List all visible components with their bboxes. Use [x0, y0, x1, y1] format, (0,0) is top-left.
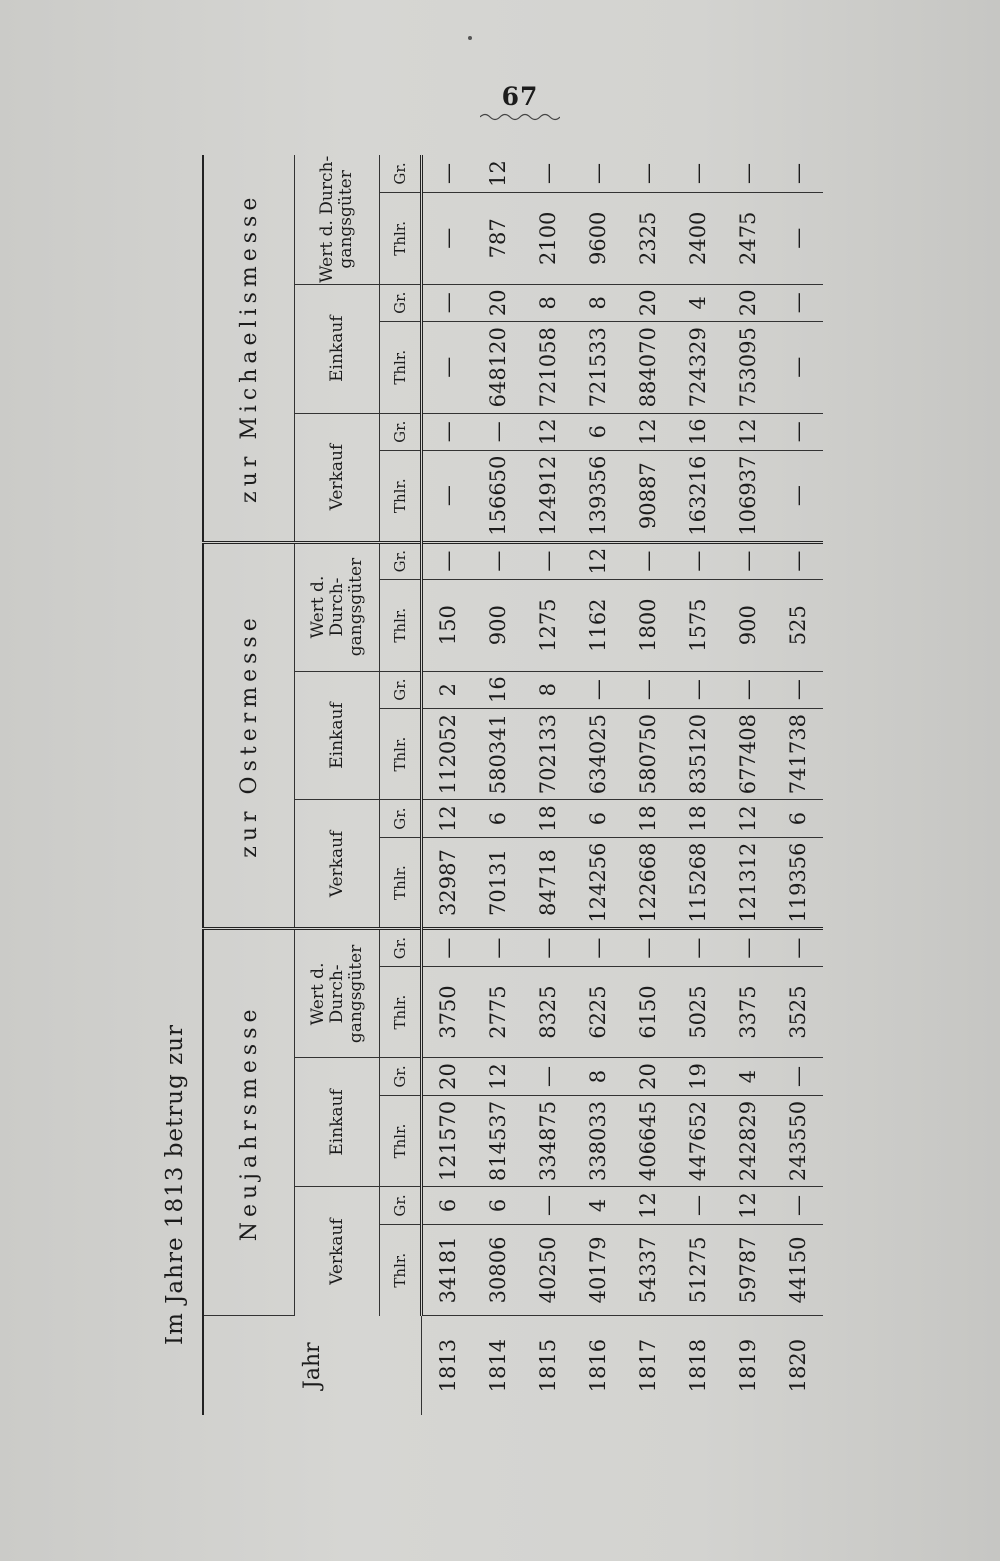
page-number-ornament — [480, 112, 560, 122]
unit-header-thlr: Thlr. — [380, 708, 422, 800]
cell: 900 — [723, 579, 773, 671]
cell: 741738 — [773, 708, 823, 800]
cell: — — [422, 929, 474, 966]
table-body — [422, 155, 824, 1415]
table-row — [422, 155, 474, 1415]
unit-header-thlr: Thlr. — [380, 192, 422, 284]
group-header-einkauf: Einkauf — [295, 284, 380, 413]
group-header-einkauf: Einkauf — [295, 1058, 380, 1187]
cell: 6 — [473, 1187, 523, 1224]
cell: 115268 — [673, 837, 723, 929]
cell: 447652 — [673, 1095, 723, 1187]
cell: 6 — [422, 1187, 474, 1224]
cell: — — [473, 413, 523, 450]
cell: 1800 — [623, 579, 673, 671]
fair-header-michaelis: zur Michaelismesse — [203, 155, 295, 542]
cell: — — [673, 155, 723, 192]
cell: — — [773, 671, 823, 708]
cell: — — [422, 321, 474, 413]
cell: — — [773, 321, 823, 413]
cell: — — [422, 542, 474, 579]
unit-header-gr: Gr. — [380, 1058, 422, 1095]
cell: — — [523, 542, 573, 579]
cell: 677408 — [723, 708, 773, 800]
cell: 721533 — [573, 321, 623, 413]
cell: 3375 — [723, 966, 773, 1058]
group-header-durchgang: Wert d. Durch-gangsgüter — [295, 542, 380, 671]
cell: — — [673, 671, 723, 708]
year-header: Jahr — [203, 1316, 422, 1415]
group-header-verkauf: Verkauf — [295, 1187, 380, 1316]
cell: 163216 — [673, 450, 723, 542]
cell: 54337 — [623, 1224, 673, 1316]
cell: 12 — [473, 155, 523, 192]
cell: 721058 — [523, 321, 573, 413]
cell: 3525 — [773, 966, 823, 1058]
group-header-verkauf: Verkauf — [295, 800, 380, 929]
cell: 18 — [623, 800, 673, 837]
cell: — — [773, 1058, 823, 1095]
cell: 121570 — [422, 1095, 474, 1187]
unit-header-thlr: Thlr. — [380, 837, 422, 929]
cell: 753095 — [723, 321, 773, 413]
cell: 8 — [573, 284, 623, 321]
table-row — [573, 155, 623, 1415]
cell: 12 — [422, 800, 474, 837]
cell: 40179 — [573, 1224, 623, 1316]
cell: — — [422, 155, 474, 192]
table-row — [623, 155, 673, 1415]
cell: 406645 — [623, 1095, 673, 1187]
table-row — [473, 155, 523, 1415]
cell: 2400 — [673, 192, 723, 284]
unit-header-thlr: Thlr. — [380, 321, 422, 413]
cell: 8 — [573, 1058, 623, 1095]
cell: — — [673, 542, 723, 579]
group-header-durchgang: Wert d. Durch-gangsgüter — [295, 155, 380, 284]
cell: 20 — [422, 1058, 474, 1095]
cell: — — [623, 542, 673, 579]
year-cell: 1817 — [636, 1338, 660, 1393]
cell: — — [422, 413, 474, 450]
cell: 12 — [623, 413, 673, 450]
year-cell: 1819 — [736, 1338, 760, 1393]
cell: — — [623, 155, 673, 192]
table-row — [673, 155, 723, 1415]
cell: — — [773, 192, 823, 284]
cell: 139356 — [573, 450, 623, 542]
cell: 6 — [473, 800, 523, 837]
table-row — [773, 155, 823, 1415]
year-cell: 1816 — [586, 1338, 610, 1393]
unit-header-thlr: Thlr. — [380, 966, 422, 1058]
year-cell: 1820 — [786, 1338, 810, 1393]
fair-header-neujahr: Neujahrsmesse — [203, 929, 295, 1316]
cell: 580750 — [623, 708, 673, 800]
cell: — — [623, 929, 673, 966]
cell: 2325 — [623, 192, 673, 284]
cell: 1575 — [673, 579, 723, 671]
group-header-einkauf: Einkauf — [295, 671, 380, 800]
cell: 2100 — [523, 192, 573, 284]
cell: 338033 — [573, 1095, 623, 1187]
cell: — — [422, 284, 474, 321]
cell: 156650 — [473, 450, 523, 542]
cell: 2475 — [723, 192, 773, 284]
cell: 8 — [523, 671, 573, 708]
cell: 6225 — [573, 966, 623, 1058]
table-caption: Im Jahre 1813 betrug zur — [162, 1023, 188, 1345]
cell: — — [422, 450, 474, 542]
table-row — [723, 155, 773, 1415]
page-number: 67 — [501, 82, 539, 111]
cell: 12 — [723, 1187, 773, 1224]
cell: 112052 — [422, 708, 474, 800]
cell: 648120 — [473, 321, 523, 413]
cell: 18 — [673, 800, 723, 837]
table-row — [523, 155, 573, 1415]
cell: 1162 — [573, 579, 623, 671]
cell: 1275 — [523, 579, 573, 671]
cell: 900 — [473, 579, 523, 671]
cell: — — [773, 542, 823, 579]
cell: — — [523, 155, 573, 192]
cell: 12 — [473, 1058, 523, 1095]
cell: 634025 — [573, 708, 623, 800]
cell: 30806 — [473, 1224, 523, 1316]
cell: — — [673, 1187, 723, 1224]
cell: — — [723, 671, 773, 708]
cell: — — [773, 1187, 823, 1224]
cell: 44150 — [773, 1224, 823, 1316]
unit-header-thlr: Thlr. — [380, 450, 422, 542]
cell: 12 — [573, 542, 623, 579]
cell: 122668 — [623, 837, 673, 929]
fair-trade-table — [202, 155, 823, 1415]
group-header-durchgang: Wert d. Durch-gangsgüter — [295, 929, 380, 1058]
cell: 20 — [723, 284, 773, 321]
cell: 59787 — [723, 1224, 773, 1316]
cell: 884070 — [623, 321, 673, 413]
cell: 106937 — [723, 450, 773, 542]
cell: — — [573, 155, 623, 192]
cell: 19 — [673, 1058, 723, 1095]
cell: — — [473, 542, 523, 579]
group-header-verkauf: Verkauf — [295, 413, 380, 542]
cell: — — [773, 450, 823, 542]
year-cell: 1814 — [486, 1338, 510, 1393]
cell: 18 — [523, 800, 573, 837]
cell: 2775 — [473, 966, 523, 1058]
cell: 4 — [573, 1187, 623, 1224]
cell: — — [422, 192, 474, 284]
unit-header-gr: Gr. — [380, 929, 422, 966]
cell: 9600 — [573, 192, 623, 284]
cell: 84718 — [523, 837, 573, 929]
unit-header-thlr: Thlr. — [380, 579, 422, 671]
cell: 8325 — [523, 966, 573, 1058]
cell: 2 — [422, 671, 474, 708]
fair-header-oster: zur Ostermesse — [203, 542, 295, 929]
cell: 51275 — [673, 1224, 723, 1316]
cell: 124912 — [523, 450, 573, 542]
cell: 5025 — [673, 966, 723, 1058]
cell: — — [523, 929, 573, 966]
cell: 6 — [773, 800, 823, 837]
cell: — — [573, 929, 623, 966]
unit-header-gr: Gr. — [380, 413, 422, 450]
cell: — — [573, 671, 623, 708]
unit-header-gr: Gr. — [380, 542, 422, 579]
cell: 34181 — [422, 1224, 474, 1316]
cell: 6 — [573, 800, 623, 837]
cell: 119356 — [773, 837, 823, 929]
unit-header-gr: Gr. — [380, 1187, 422, 1224]
year-cell: 1815 — [536, 1338, 560, 1393]
cell: 835120 — [673, 708, 723, 800]
cell: — — [723, 155, 773, 192]
cell: 90887 — [623, 450, 673, 542]
cell: — — [523, 1187, 573, 1224]
cell: — — [773, 155, 823, 192]
unit-header-thlr: Thlr. — [380, 1095, 422, 1187]
cell: — — [673, 929, 723, 966]
cell: — — [523, 1058, 573, 1095]
cell: 702133 — [523, 708, 573, 800]
cell: 12 — [623, 1187, 673, 1224]
unit-header-thlr: Thlr. — [380, 1224, 422, 1316]
cell: 40250 — [523, 1224, 573, 1316]
cell: 20 — [623, 1058, 673, 1095]
cell: 20 — [623, 284, 673, 321]
cell: 121312 — [723, 837, 773, 929]
cell: 124256 — [573, 837, 623, 929]
rotated-table-block — [150, 155, 890, 1415]
cell: — — [623, 671, 673, 708]
unit-header-gr: Gr. — [380, 284, 422, 321]
paper-speck — [468, 36, 472, 40]
cell: — — [773, 413, 823, 450]
cell: 4 — [673, 284, 723, 321]
unit-header-gr: Gr. — [380, 800, 422, 837]
cell: 242829 — [723, 1095, 773, 1187]
unit-header-gr: Gr. — [380, 671, 422, 708]
year-cell: 1818 — [686, 1338, 710, 1393]
cell: 6 — [573, 413, 623, 450]
cell: 150 — [422, 579, 474, 671]
cell: 70131 — [473, 837, 523, 929]
cell: — — [473, 929, 523, 966]
unit-header-gr: Gr. — [380, 155, 422, 192]
cell: 525 — [773, 579, 823, 671]
cell: — — [723, 929, 773, 966]
cell: — — [773, 284, 823, 321]
cell: 814537 — [473, 1095, 523, 1187]
cell: 32987 — [422, 837, 474, 929]
cell: 580341 — [473, 708, 523, 800]
cell: 16 — [473, 671, 523, 708]
cell: 334875 — [523, 1095, 573, 1187]
cell: 20 — [473, 284, 523, 321]
cell: — — [773, 929, 823, 966]
cell: 3750 — [422, 966, 474, 1058]
cell: 12 — [523, 413, 573, 450]
cell: 4 — [723, 1058, 773, 1095]
year-cell: 1813 — [435, 1338, 460, 1393]
cell: 724329 — [673, 321, 723, 413]
cell: 8 — [523, 284, 573, 321]
cell: 6150 — [623, 966, 673, 1058]
cell: 243550 — [773, 1095, 823, 1187]
cell: 12 — [723, 413, 773, 450]
cell: 12 — [723, 800, 773, 837]
cell: 787 — [473, 192, 523, 284]
cell: 16 — [673, 413, 723, 450]
cell: — — [723, 542, 773, 579]
